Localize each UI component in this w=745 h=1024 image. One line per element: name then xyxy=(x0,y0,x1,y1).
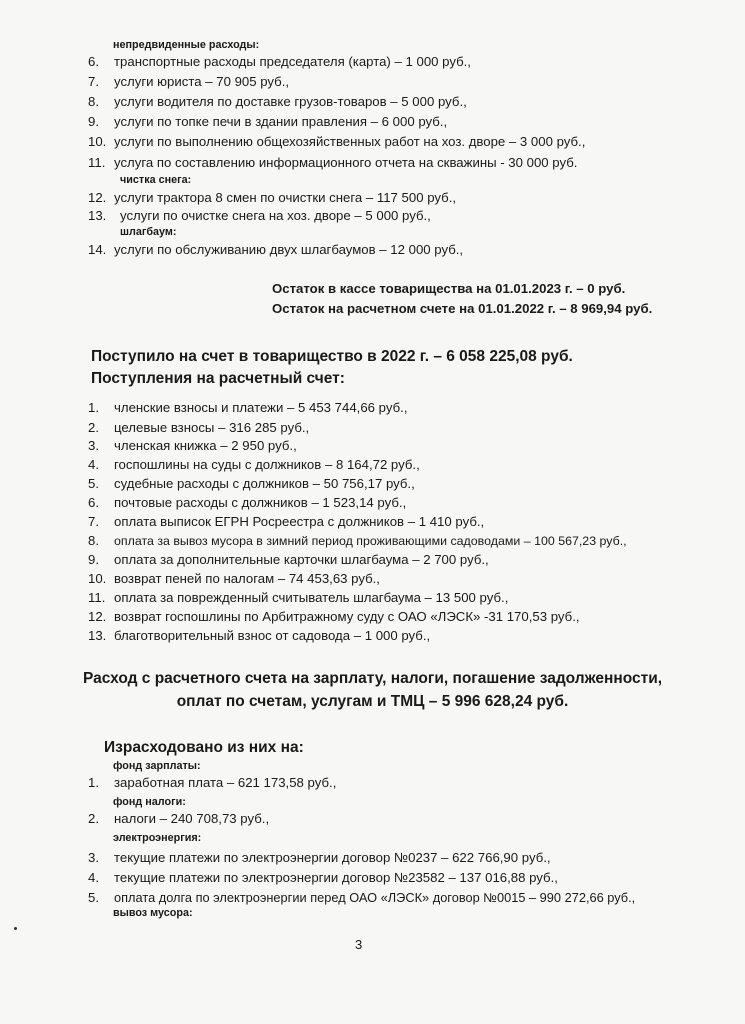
list-item: 2. налоги – 240 708,73 руб., xyxy=(88,811,270,826)
subheading-unexpected: непредвиденные расходы: xyxy=(113,39,260,51)
income-subtitle: Поступления на расчетный счет: xyxy=(91,370,345,387)
list-item: 12. услуги трактора 8 смен по очистки снега – 117 500 руб., xyxy=(88,190,457,205)
list-item: 5. оплата долга по электроэнергии перед ОАО «ЛЭСК» договор №0015 – 990 272,66 руб., xyxy=(88,890,636,905)
list-item: 7. услуги юриста – 70 905 руб., xyxy=(88,74,290,89)
list-item: 6. почтовые расходы с должников – 1 523,14 руб., xyxy=(88,495,407,510)
expense-title-line1: Расход с расчетного счета на зарплату, налоги, погашение задолженности, xyxy=(82,670,663,687)
list-item: 6. транспортные расходы председателя (карта) – 1 000 руб., xyxy=(88,54,471,69)
subheading-power: электроэнергия: xyxy=(113,832,202,844)
list-item: 13. благотворительный взнос от садовода – 1 000 руб., xyxy=(88,628,431,643)
list-item: 13. услуги по очистке снега на хоз. дворе – 5 000 руб., xyxy=(88,208,431,223)
list-item: 9. услуги по топке печи в здании правления – 6 000 руб., xyxy=(88,114,448,129)
list-item: 11. услуга по составлению информационного отчета на скважины - 30 000 руб. xyxy=(88,155,578,170)
list-item: 3. текущие платежи по электроэнергии договор №0237 – 622 766,90 руб., xyxy=(88,850,551,865)
list-item: 1. заработная плата – 621 173,58 руб., xyxy=(88,775,337,790)
subheading-garbage: вывоз мусора: xyxy=(113,907,193,919)
subheading-barrier: шлагбаум: xyxy=(120,226,177,238)
list-item: 3. членская книжка – 2 950 руб., xyxy=(88,438,297,453)
list-item: 9. оплата за дополнительные карточки шлагбаума – 2 700 руб., xyxy=(88,552,489,567)
balance-cash: Остаток в кассе товарищества на 01.01.2023 г. – 0 руб. xyxy=(272,281,626,296)
page-number: 3 xyxy=(355,937,363,952)
subheading-salary: фонд зарплаты: xyxy=(113,760,201,772)
spent-title: Израсходовано из них на: xyxy=(104,739,304,756)
list-item: 1. членские взносы и платежи – 5 453 744,66 руб., xyxy=(88,400,408,415)
list-item: 4. текущие платежи по электроэнергии договор №23582 – 137 016,88 руб., xyxy=(88,870,558,885)
income-title: Поступило на счет в товарищество в 2022 г. – 6 058 225,08 руб. xyxy=(91,348,573,365)
expense-title-line2: оплат по счетам, услугам и ТМЦ – 5 996 628,24 руб. xyxy=(176,693,569,710)
list-item: 8. оплата за вывоз мусора в зимний период проживающими садоводами – 100 567,23 руб., xyxy=(88,533,627,548)
scan-speck xyxy=(14,927,17,930)
balance-account: Остаток на расчетном счете на 01.01.2022 г. – 8 969,94 руб. xyxy=(272,301,653,316)
list-item: 12. возврат госпошлины по Арбитражному суду с ОАО «ЛЭСК» -31 170,53 руб., xyxy=(88,609,580,624)
subheading-snow: чистка снега: xyxy=(120,174,192,186)
list-item: 14. услуги по обслуживанию двух шлагбаумов – 12 000 руб., xyxy=(88,242,464,257)
list-item: 10. возврат пеней по налогам – 74 453,63 руб., xyxy=(88,571,380,586)
list-item: 2. целевые взносы – 316 285 руб., xyxy=(88,420,310,435)
list-item: 8. услуги водителя по доставке грузов-товаров – 5 000 руб., xyxy=(88,94,467,109)
list-item: 4. госпошлины на суды с должников – 8 164,72 руб., xyxy=(88,457,420,472)
list-item: 10. услуги по выполнению общехозяйственных работ на хоз. дворе – 3 000 руб., xyxy=(88,134,586,149)
list-item: 11. оплата за поврежденный считыватель шлагбаума – 13 500 руб., xyxy=(88,590,509,605)
list-item: 5. судебные расходы с должников – 50 756,17 руб., xyxy=(88,476,415,491)
list-item: 7. оплата выписок ЕГРН Росреестра с должников – 1 410 руб., xyxy=(88,514,485,529)
subheading-tax: фонд налоги: xyxy=(113,796,186,808)
